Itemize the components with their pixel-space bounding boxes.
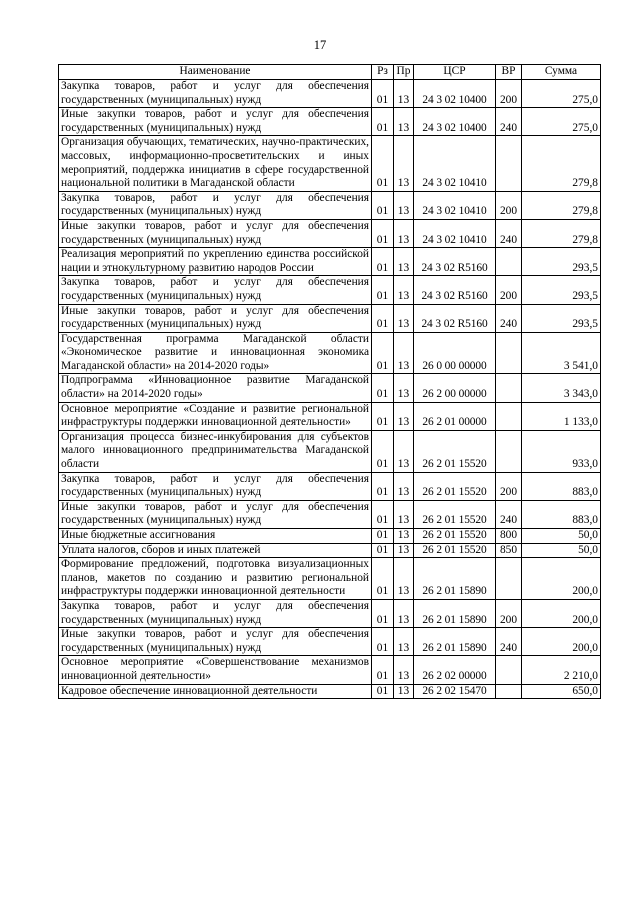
cell-rz: 01 — [372, 276, 394, 304]
cell-rz: 01 — [372, 80, 394, 108]
table-row — [59, 628, 601, 656]
cell-name: Государственная программа Магаданской области «Экономическое развитие и инновационная экономика Магаданской области» на 2014-2020 годы» — [59, 332, 372, 374]
cell-vr — [496, 656, 522, 684]
cell-vr: 240 — [496, 304, 522, 332]
cell-csr: 26 2 02 00000 — [414, 656, 496, 684]
cell-name: Кадровое обеспечение инновационной деятельности — [59, 684, 372, 699]
cell-csr: 26 2 02 15470 — [414, 684, 496, 699]
cell-rz: 01 — [372, 430, 394, 472]
page-number: 17 — [313, 38, 327, 52]
table-row — [59, 219, 601, 247]
cell-sum: 200,0 — [522, 628, 601, 656]
cell-vr — [496, 248, 522, 276]
cell-csr: 24 3 02 10400 — [414, 108, 496, 136]
cell-rz: 01 — [372, 656, 394, 684]
cell-name: Организация процесса бизнес-инкубирования для субъектов малого инновационного предпринимательства Магаданской области — [59, 430, 372, 472]
table-row — [59, 136, 601, 191]
cell-csr: 26 0 00 00000 — [414, 332, 496, 374]
cell-csr: 26 2 01 15890 — [414, 628, 496, 656]
cell-sum: 279,8 — [522, 219, 601, 247]
cell-csr: 24 3 02 10410 — [414, 191, 496, 219]
cell-rz: 01 — [372, 219, 394, 247]
cell-name: Закупка товаров, работ и услуг для обеспечения государственных (муниципальных) нужд — [59, 599, 372, 627]
header-name: Наименование — [59, 65, 372, 80]
cell-rz: 01 — [372, 543, 394, 558]
cell-name: Закупка товаров, работ и услуг для обеспечения государственных (муниципальных) нужд — [59, 276, 372, 304]
cell-pr: 13 — [394, 543, 414, 558]
cell-pr: 13 — [394, 191, 414, 219]
table-row — [59, 108, 601, 136]
cell-pr: 13 — [394, 430, 414, 472]
cell-pr: 13 — [394, 656, 414, 684]
table-row — [59, 304, 601, 332]
cell-rz: 01 — [372, 599, 394, 627]
cell-rz: 01 — [372, 374, 394, 402]
cell-sum: 293,5 — [522, 304, 601, 332]
table-row — [59, 276, 601, 304]
table-row — [59, 80, 601, 108]
cell-pr: 13 — [394, 276, 414, 304]
table-row — [59, 500, 601, 528]
cell-sum: 3 541,0 — [522, 332, 601, 374]
cell-csr: 26 2 01 15520 — [414, 430, 496, 472]
cell-sum: 1 133,0 — [522, 402, 601, 430]
cell-sum: 3 343,0 — [522, 374, 601, 402]
cell-sum: 883,0 — [522, 500, 601, 528]
cell-vr: 800 — [496, 529, 522, 544]
cell-vr: 240 — [496, 219, 522, 247]
cell-pr: 13 — [394, 248, 414, 276]
cell-name: Подпрограмма «Инновационное развитие Магаданской области» на 2014-2020 годы» — [59, 374, 372, 402]
cell-name: Иные закупки товаров, работ и услуг для обеспечения государственных (муниципальных) нужд — [59, 628, 372, 656]
cell-name: Закупка товаров, работ и услуг для обеспечения государственных (муниципальных) нужд — [59, 191, 372, 219]
cell-name: Закупка товаров, работ и услуг для обеспечения государственных (муниципальных) нужд — [59, 472, 372, 500]
cell-name: Иные закупки товаров, работ и услуг для обеспечения государственных (муниципальных) нужд — [59, 219, 372, 247]
header-csr: ЦСР — [414, 65, 496, 80]
cell-vr: 200 — [496, 599, 522, 627]
cell-vr — [496, 430, 522, 472]
cell-vr: 240 — [496, 108, 522, 136]
cell-pr: 13 — [394, 558, 414, 600]
cell-csr: 26 2 01 15890 — [414, 558, 496, 600]
header-pr: Пр — [394, 65, 414, 80]
cell-csr: 24 3 02 R5160 — [414, 304, 496, 332]
cell-rz: 01 — [372, 402, 394, 430]
cell-vr — [496, 374, 522, 402]
cell-vr — [496, 402, 522, 430]
cell-name: Иные бюджетные ассигнования — [59, 529, 372, 544]
cell-pr: 13 — [394, 374, 414, 402]
cell-sum: 293,5 — [522, 248, 601, 276]
cell-vr: 200 — [496, 191, 522, 219]
table-row — [59, 656, 601, 684]
cell-pr: 13 — [394, 628, 414, 656]
cell-rz: 01 — [372, 472, 394, 500]
cell-sum: 50,0 — [522, 543, 601, 558]
cell-name: Реализация мероприятий по укреплению единства российской нации и этнокультурному развитию народов России — [59, 248, 372, 276]
cell-name: Основное мероприятие «Совершенствование механизмов инновационной деятельности» — [59, 656, 372, 684]
cell-name: Иные закупки товаров, работ и услуг для обеспечения государственных (муниципальных) нужд — [59, 500, 372, 528]
cell-vr — [496, 136, 522, 191]
cell-rz: 01 — [372, 558, 394, 600]
cell-name: Закупка товаров, работ и услуг для обеспечения государственных (муниципальных) нужд — [59, 80, 372, 108]
cell-vr — [496, 332, 522, 374]
cell-pr: 13 — [394, 108, 414, 136]
cell-pr: 13 — [394, 136, 414, 191]
cell-sum: 293,5 — [522, 276, 601, 304]
cell-pr: 13 — [394, 529, 414, 544]
table-row — [59, 374, 601, 402]
cell-sum: 279,8 — [522, 191, 601, 219]
cell-rz: 01 — [372, 529, 394, 544]
table-row — [59, 558, 601, 600]
cell-csr: 26 2 00 00000 — [414, 374, 496, 402]
cell-name: Иные закупки товаров, работ и услуг для обеспечения государственных (муниципальных) нужд — [59, 304, 372, 332]
table-row — [59, 402, 601, 430]
table-row — [59, 529, 601, 544]
cell-sum: 50,0 — [522, 529, 601, 544]
table-row — [59, 191, 601, 219]
cell-rz: 01 — [372, 191, 394, 219]
cell-sum: 279,8 — [522, 136, 601, 191]
cell-pr: 13 — [394, 599, 414, 627]
cell-sum: 650,0 — [522, 684, 601, 699]
header-rz: Рз — [372, 65, 394, 80]
cell-rz: 01 — [372, 248, 394, 276]
cell-vr — [496, 558, 522, 600]
cell-pr: 13 — [394, 684, 414, 699]
cell-sum: 200,0 — [522, 558, 601, 600]
cell-sum: 275,0 — [522, 80, 601, 108]
cell-pr: 13 — [394, 219, 414, 247]
table-row — [59, 332, 601, 374]
cell-name: Уплата налогов, сборов и иных платежей — [59, 543, 372, 558]
cell-vr: 240 — [496, 628, 522, 656]
table-row — [59, 248, 601, 276]
cell-pr: 13 — [394, 472, 414, 500]
cell-pr: 13 — [394, 332, 414, 374]
cell-name: Организация обучающих, тематических, научно-практических, массовых, информационно-просветительских и иных мероприятий, поддержка инициатив в сфере государственной национальной политики в Магаданской области — [59, 136, 372, 191]
cell-name: Иные закупки товаров, работ и услуг для обеспечения государственных (муниципальных) нужд — [59, 108, 372, 136]
cell-csr: 26 2 01 15520 — [414, 472, 496, 500]
cell-sum: 2 210,0 — [522, 656, 601, 684]
cell-vr: 200 — [496, 80, 522, 108]
cell-csr: 26 2 01 15520 — [414, 543, 496, 558]
cell-rz: 01 — [372, 332, 394, 374]
cell-csr: 24 3 02 R5160 — [414, 276, 496, 304]
cell-vr: 850 — [496, 543, 522, 558]
cell-csr: 26 2 01 15520 — [414, 500, 496, 528]
cell-pr: 13 — [394, 80, 414, 108]
cell-sum: 200,0 — [522, 599, 601, 627]
cell-sum: 275,0 — [522, 108, 601, 136]
cell-rz: 01 — [372, 628, 394, 656]
table-header-row — [59, 65, 601, 80]
cell-sum: 883,0 — [522, 472, 601, 500]
budget-table — [58, 64, 601, 699]
cell-rz: 01 — [372, 304, 394, 332]
cell-csr: 24 3 02 10400 — [414, 80, 496, 108]
cell-name: Формирование предложений, подготовка визуализационных планов, макетов по созданию и развитию региональной инфраструктуры поддержки инновационной деятельности — [59, 558, 372, 600]
cell-name: Основное мероприятие «Создание и развитие региональной инфраструктуры поддержки инновационной деятельности» — [59, 402, 372, 430]
header-vr: ВР — [496, 65, 522, 80]
cell-csr: 24 3 02 R5160 — [414, 248, 496, 276]
cell-sum: 933,0 — [522, 430, 601, 472]
cell-rz: 01 — [372, 108, 394, 136]
cell-pr: 13 — [394, 304, 414, 332]
cell-csr: 24 3 02 10410 — [414, 136, 496, 191]
table-row — [59, 472, 601, 500]
header-sum: Сумма — [522, 65, 601, 80]
cell-vr: 200 — [496, 472, 522, 500]
table-row — [59, 430, 601, 472]
cell-vr — [496, 684, 522, 699]
cell-csr: 26 2 01 00000 — [414, 402, 496, 430]
cell-rz: 01 — [372, 684, 394, 699]
table-row — [59, 543, 601, 558]
cell-pr: 13 — [394, 500, 414, 528]
cell-pr: 13 — [394, 402, 414, 430]
cell-vr: 200 — [496, 276, 522, 304]
cell-csr: 24 3 02 10410 — [414, 219, 496, 247]
table-row — [59, 684, 601, 699]
cell-vr: 240 — [496, 500, 522, 528]
cell-csr: 26 2 01 15520 — [414, 529, 496, 544]
table-row — [59, 599, 601, 627]
cell-rz: 01 — [372, 136, 394, 191]
cell-csr: 26 2 01 15890 — [414, 599, 496, 627]
cell-rz: 01 — [372, 500, 394, 528]
